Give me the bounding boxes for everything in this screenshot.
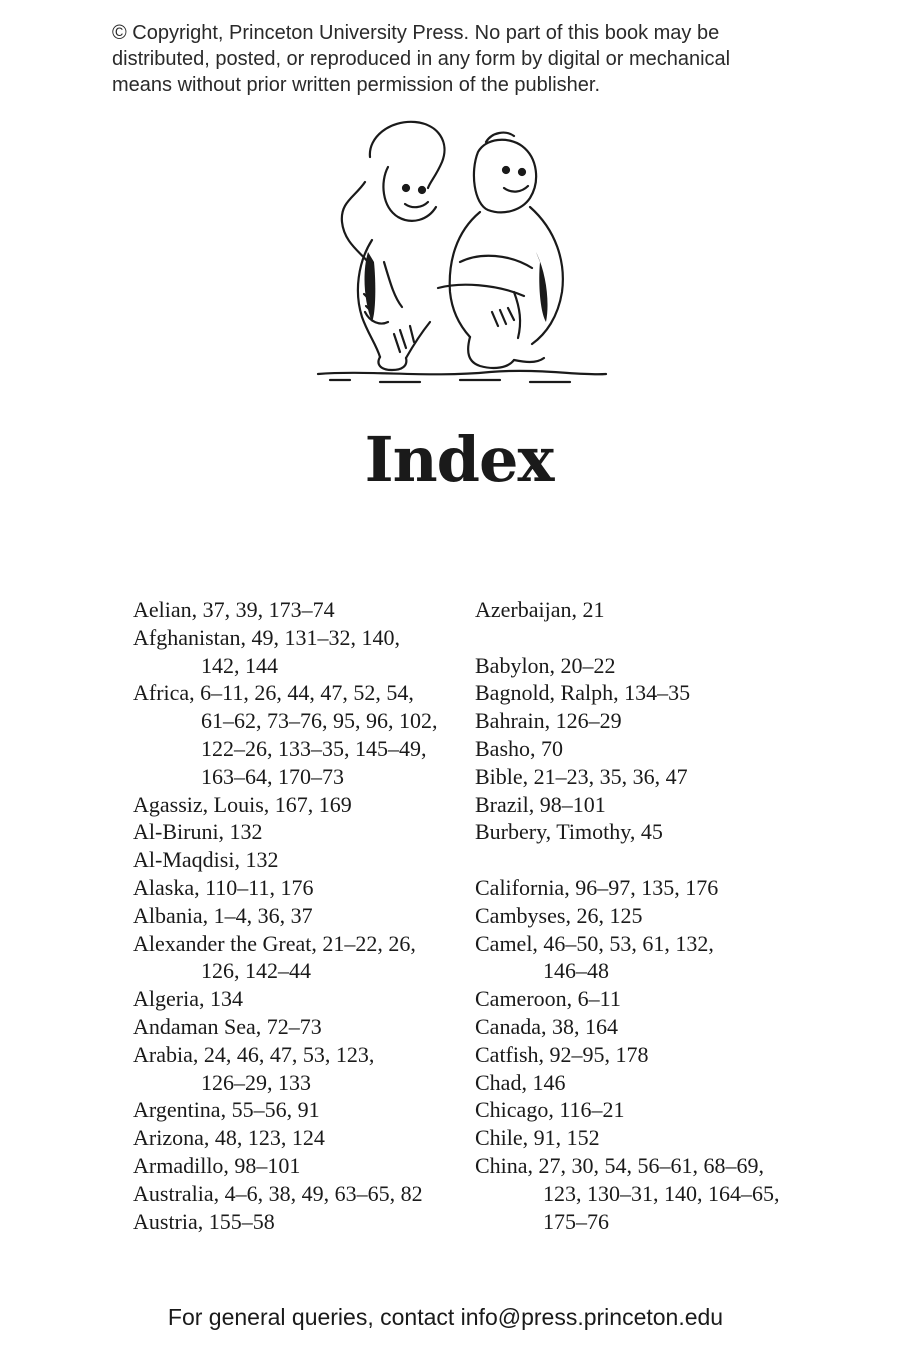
letter-group-gap (475, 846, 805, 874)
index-entry (475, 707, 805, 735)
index-line: Bible, 21–23, 35, 36, 47 (475, 763, 688, 789)
index-line: 122–26, 133–35, 145–49, (201, 735, 427, 761)
index-column-right (475, 596, 805, 1235)
index-line: Algeria, 134 (133, 986, 243, 1012)
copyright-notice (112, 20, 812, 98)
index-line: Alaska, 110–11, 176 (133, 874, 314, 900)
index-line: Agassiz, Louis, 167, 169 (133, 791, 352, 817)
index-entry (133, 846, 463, 874)
index-entry (475, 1013, 805, 1041)
index-line: Bagnold, Ralph, 134–35 (475, 680, 691, 706)
index-entry (133, 624, 463, 680)
index-entry (133, 902, 463, 930)
index-line: Afghanistan, 49, 131–32, 140, (133, 624, 401, 650)
index-column-left (133, 596, 463, 1235)
index-entry (475, 1096, 805, 1124)
index-entry (475, 1152, 805, 1235)
index-entry (475, 818, 805, 846)
index-line: Africa, 6–11, 26, 44, 47, 52, 54, (133, 680, 414, 706)
index-line: Catfish, 92–95, 178 (475, 1041, 649, 1067)
index-entry (475, 679, 805, 707)
index-entry (475, 652, 805, 680)
index-line: Austria, 155–58 (133, 1208, 275, 1234)
index-line: Albania, 1–4, 36, 37 (133, 902, 313, 928)
index-line: Brazil, 98–101 (475, 791, 606, 817)
index-line: China, 27, 30, 54, 56–61, 68–69, (475, 1152, 765, 1178)
index-line: Chile, 91, 152 (475, 1125, 600, 1151)
index-line: 146–48 (543, 958, 609, 984)
index-line: Cameroon, 6–11 (475, 986, 621, 1012)
index-entry (475, 874, 805, 902)
index-entry (475, 902, 805, 930)
index-line: Aelian, 37, 39, 173–74 (133, 597, 335, 622)
index-line: 126, 142–44 (201, 958, 311, 984)
index-entry (133, 874, 463, 902)
index-line: Burbery, Timothy, 45 (475, 819, 663, 845)
index-line: Armadillo, 98–101 (133, 1152, 301, 1178)
index-line: 163–64, 170–73 (201, 763, 344, 789)
index-line: Arabia, 24, 46, 47, 53, 123, (133, 1041, 375, 1067)
copyright-line: © Copyright, Princeton University Press. No part of this book may be (112, 22, 720, 44)
index-entry (133, 930, 463, 986)
index-line: Bahrain, 126–29 (475, 708, 622, 734)
index-entry (133, 1096, 463, 1124)
index-line: 123, 130–31, 140, 164–65, (543, 1180, 780, 1206)
index-line: Arizona, 48, 123, 124 (133, 1125, 325, 1151)
index-entry (475, 1041, 805, 1069)
index-line: 175–76 (543, 1208, 609, 1234)
index-entry (475, 930, 805, 986)
index-line: Cambyses, 26, 125 (475, 902, 643, 928)
index-entry (133, 679, 463, 790)
index-entry (475, 1124, 805, 1152)
index-entry (133, 1180, 463, 1208)
index-entry (133, 1152, 463, 1180)
index-line: California, 96–97, 135, 176 (475, 874, 719, 900)
index-line: Al-Biruni, 132 (133, 819, 263, 845)
index-line: Andaman Sea, 72–73 (133, 1013, 322, 1039)
index-line: Chicago, 116–21 (475, 1097, 625, 1123)
index-line: Basho, 70 (475, 735, 563, 761)
index-line: 61–62, 73–76, 95, 96, 102, (201, 708, 438, 734)
footer-contact: For general queries, contact info@press.princeton.edu (167, 1304, 724, 1330)
two-monkeys-illustration (310, 112, 610, 387)
index-entry (133, 1124, 463, 1152)
index-entry (475, 791, 805, 819)
index-line: Australia, 4–6, 38, 49, 63–65, 82 (133, 1180, 423, 1206)
index-line: Chad, 146 (475, 1069, 566, 1095)
index-entry (133, 791, 463, 819)
index-entry (133, 818, 463, 846)
index-line: Camel, 46–50, 53, 61, 132, (475, 930, 714, 956)
copyright-line: means without prior written permission of the publisher. (112, 74, 601, 96)
index-line: Azerbaijan, 21 (475, 597, 605, 622)
index-entry (133, 1013, 463, 1041)
index-entry (133, 985, 463, 1013)
letter-group-gap (475, 624, 805, 652)
index-entry (475, 735, 805, 763)
index-line: 142, 144 (201, 652, 278, 678)
index-line: Canada, 38, 164 (475, 1013, 618, 1039)
index-line: Argentina, 55–56, 91 (133, 1097, 320, 1123)
index-entry (133, 1208, 463, 1236)
index-line: Al-Maqdisi, 132 (133, 847, 279, 873)
index-line: Babylon, 20–22 (475, 652, 616, 678)
index-line: 126–29, 133 (201, 1069, 311, 1095)
index-entry (475, 1069, 805, 1097)
index-line: Alexander the Great, 21–22, 26, (133, 930, 416, 956)
index-entry (133, 596, 463, 624)
index-entry (133, 1041, 463, 1097)
index-entry (475, 596, 805, 624)
page-title: Index (364, 423, 554, 496)
copyright-line: distributed, posted, or reproduced in any form by digital or mechanical (112, 48, 731, 70)
index-entry (475, 985, 805, 1013)
index-entry (475, 763, 805, 791)
